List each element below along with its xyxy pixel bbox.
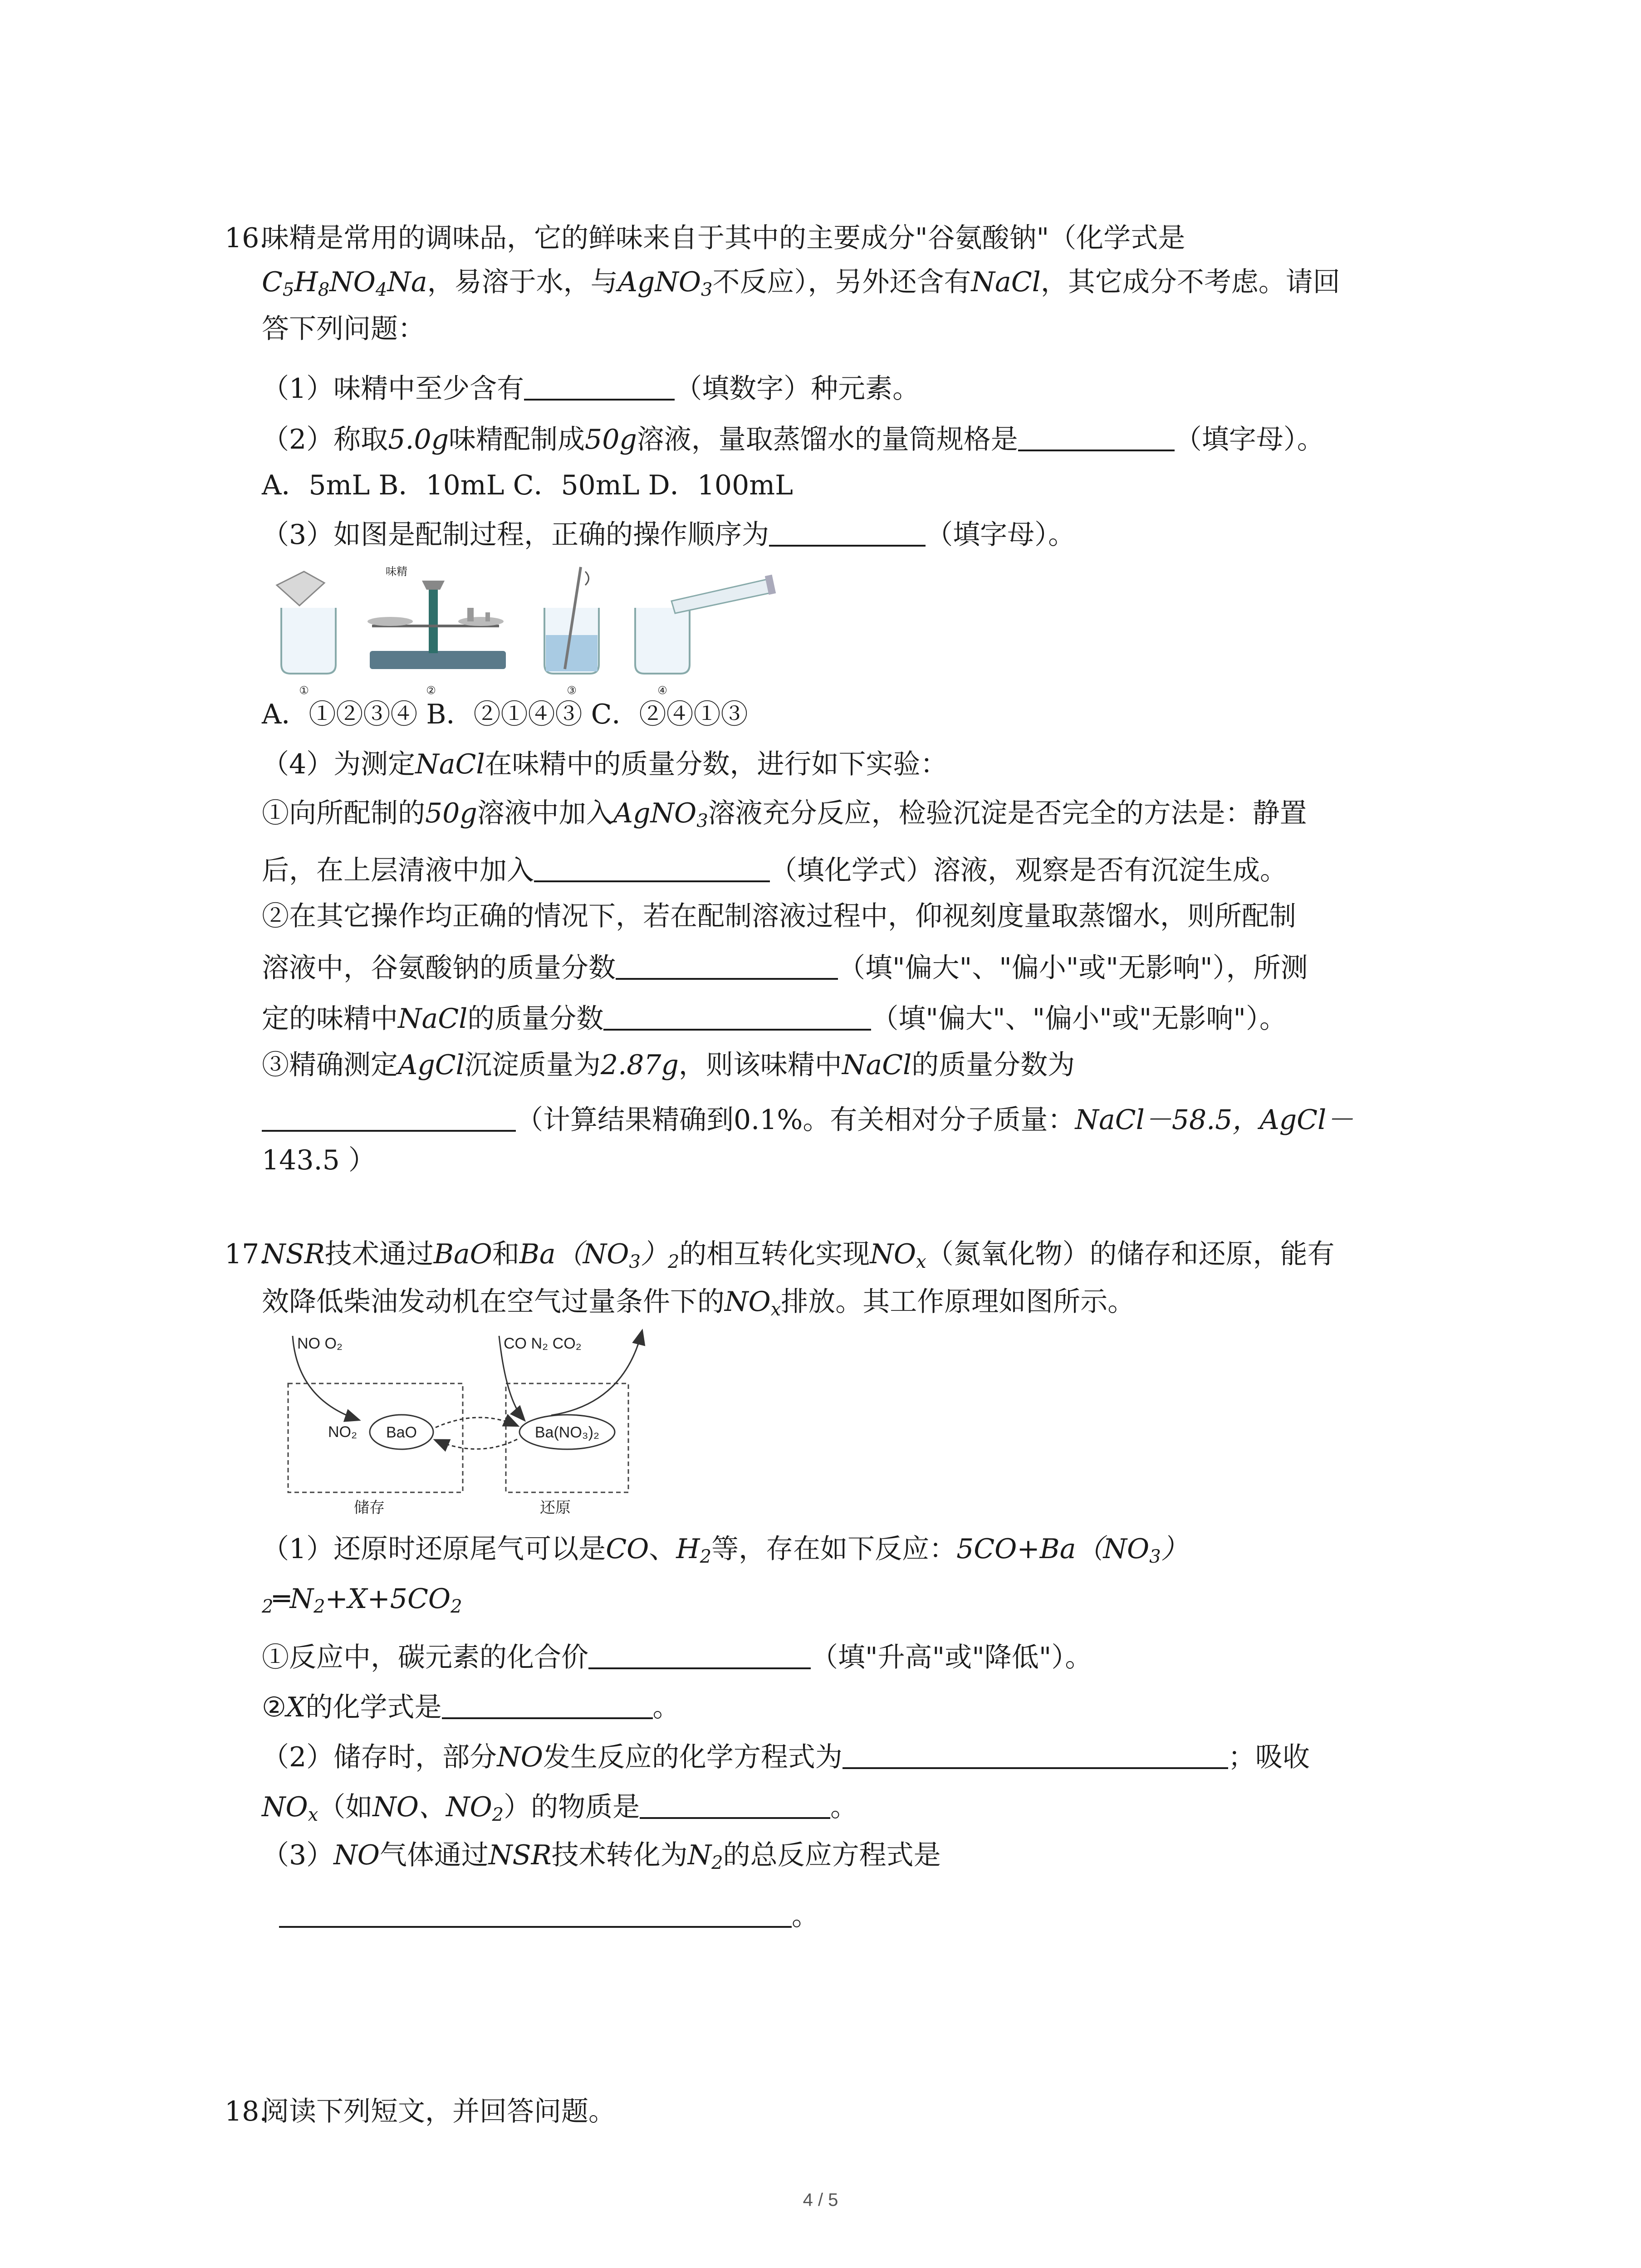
q16-s1-answer-blank[interactable] [534,855,770,882]
q17-p2-answer-blank-1[interactable] [843,1742,1228,1769]
step2-balance-icon [367,566,506,697]
q18-stem: 18.阅读下列短文，并回答问题。 [225,2096,616,2127]
q16-step1-line2: 后，在上层清液中加入 （填化学式）溶液，观察是否有沉淀生成。 [262,855,1287,886]
q16-step2-line1: ②在其它操作均正确的情况下，若在配制溶液过程中，仰视刻度量取蒸馏水，则所配制 [262,900,1296,932]
q16-part3: （3）如图是配制过程，正确的操作顺序为 （填字母）。 [262,519,1076,551]
q16-stem-line1: 16.味精是常用的调味品，它的鲜味来自于其中的主要成分"谷氨酸钠"（化学式是 [225,222,1185,254]
q17-part1-line1: （1）还原时还原尾气可以是CO、$H_2$等，存在如下反应：$5CO+Ba(NO_3)$ [262,1533,1188,1567]
svg-text:还原: 还原 [540,1499,571,1516]
q16-part4: （4）为测定NaCl在味精中的质量分数，进行如下实验： [262,748,948,780]
svg-text:①: ① [299,684,309,697]
q16-step1-line1: ①向所配制的50g溶液中加入AgNO$_3$溶液充分反应，检验沉淀是否完全的方法是：静置 [262,797,1307,831]
step4-pouring-cylinder-icon [635,575,776,697]
q17-part3-line2: 。 [279,1901,819,1930]
q16-s3-answer-blank[interactable] [262,1105,516,1132]
svg-text:NO O₂: NO O₂ [297,1335,343,1352]
q17-part3-line1: （3）NO气体通过NSR技术转化为$N_2$的总反应方程式是 [262,1839,941,1873]
q16-stem-line2: $C_5H_8NO_4Na$，易溶于水，与AgNO$_3$不反应），另外还含有NaCl，其它成分不考虑。请回 [262,266,1340,300]
q17-p2-answer-blank-2[interactable] [640,1792,830,1819]
q16-stem-line3: 答下列问题： [262,313,425,345]
q16-p3-options: A．①②③④ B．②①④③ C．②④①③ [262,699,748,730]
q16-step2-line2: 溶液中，谷氨酸钠的质量分数 （填"偏大"、"偏小"或"无影响"），所测 [262,952,1308,984]
svg-text:②: ② [426,684,436,697]
svg-text:味精: 味精 [386,566,407,578]
svg-text:Ba(NO₃)₂: Ba(NO₃)₂ [534,1424,600,1441]
nsr-principle-diagram [279,1327,733,1517]
svg-text:CO N₂ CO₂: CO N₂ CO₂ [504,1335,582,1352]
q16-step3-line3: 143.5 ） [262,1144,376,1176]
q17-r2: ②X的化学式是 。 [262,1691,680,1723]
svg-text:BaO: BaO [386,1424,417,1441]
q16-s2-answer-blank-2[interactable] [603,1003,871,1031]
q17-r1-answer-blank[interactable] [588,1642,811,1669]
q16-p2-options: A．5mL B．10mL C．50mL D．100mL [262,469,793,501]
storage-box [288,1383,463,1492]
svg-text:储存: 储存 [354,1499,385,1516]
step3-stirring-beaker-icon [544,567,599,697]
q17-r2-answer-blank[interactable] [442,1692,653,1719]
q17-stem-line2: 效降低柴油发动机在空气过量条件下的$NO_x$排放。其工作原理如图所示。 [262,1286,1135,1320]
svg-text:③: ③ [567,684,577,697]
q17-stem-line1: 17.NSR技术通过BaO和$Ba(NO_3)_2$的相互转化实现$NO_x$（氮氧化物）的储存和还原，能有 [225,1238,1335,1272]
q16-p3-answer-blank[interactable] [769,519,926,547]
q17-p3-answer-blank[interactable] [279,1901,792,1928]
svg-text:NO₂: NO₂ [328,1423,358,1441]
svg-text:④: ④ [657,684,667,697]
q17-number: 17. [225,1238,268,1270]
page-number: 4 / 5 [803,2190,838,2210]
q17-r1: ①反应中，碳元素的化合价 （填"升高"或"降低"）。 [262,1642,1092,1673]
q16-step2-line3: 定的味精中NaCl的质量分数 （填"偏大"、"偏小"或"无影响"）。 [262,1003,1287,1035]
step1-beaker-icon [277,572,336,697]
q17-part2-line1: （2）储存时，部分NO发生反应的化学方程式为 ；吸收 [262,1741,1310,1773]
solution-preparation-figure [272,562,780,699]
q16-part2: （2）称取5.0g味精配制成50g溶液，量取蒸馏水的量筒规格是 （填字母）。 [262,424,1324,455]
q17-part1-line2: $_2═N_2+X+5CO_2$ [262,1583,462,1617]
formula-msg: $C_5H_8NO_4Na$ [262,266,427,300]
q17-part2-line2: $NO_x$（如NO、$NO_2$）的物质是 。 [262,1791,858,1825]
q16-part1: （1）味精中至少含有 （填数字）种元素。 [262,373,920,405]
q16-number: 16. [225,222,268,254]
q16-step3-line2: （计算结果精确到0.1%。有关相对分子质量：NaCl－58.5，AgCl－ [262,1105,1353,1134]
q16-s2-answer-blank-1[interactable] [616,953,838,980]
q16-p2-answer-blank[interactable] [1018,424,1175,451]
q16-p1-answer-blank[interactable] [524,373,675,401]
q18-number: 18. [225,2096,268,2127]
q16-step3-line1: ③精确测定AgCl沉淀质量为2.87g，则该味精中NaCl的质量分数为 [262,1049,1075,1081]
